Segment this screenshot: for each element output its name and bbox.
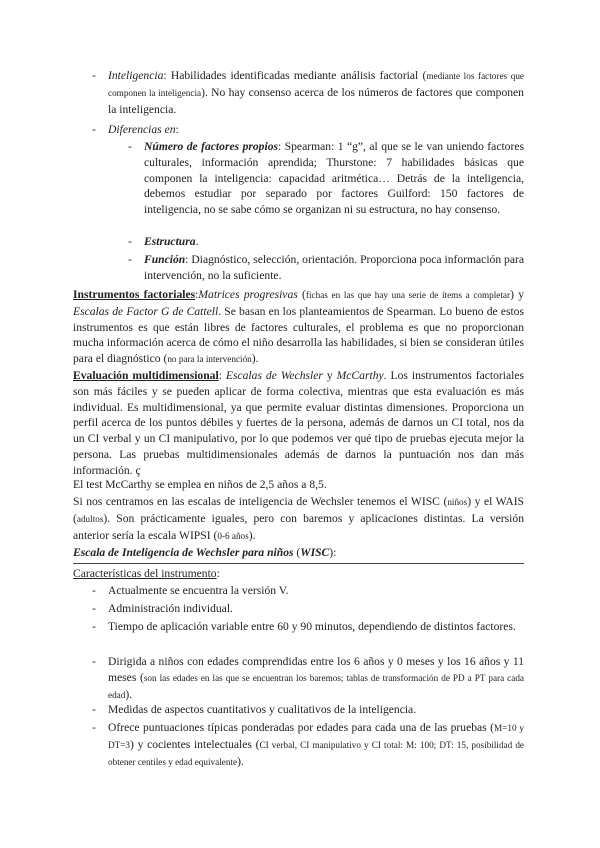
list-item: - Medidas de aspectos cuantitativos y cualitativos de la inteligencia. xyxy=(92,703,417,716)
horizontal-rule xyxy=(73,563,524,564)
paragraph-evaluacion-multidimensional: Evaluación multidimensional: Escalas de Wechsler y McCarthy. Los instrumentos factoriales son más fáciles y se pueden aplicar de forma colectiva, mientras que esta evaluación es más individual. Es multidimensional, ya que permite evaluar distintas dimensiones. Proporciona un perfil acerca de los puntos débiles y fuertes de la persona, además de darnos un CI total, nos da un CI verbal y un CI manipulativo, por lo que podemos ver qué tipo de pruebas ejecuta mejor la persona. Las pruebas multidimensionales además de darnos la puntuación nos dan más información. ç xyxy=(73,369,524,477)
bullet-dash: - xyxy=(128,140,132,153)
heading-evaluacion-multidimensional: Evaluación multidimensional xyxy=(73,369,219,382)
subbullet-funcion: - Función: Diagnóstico, selección, orientación. Proporciona poca información para intervención, no la suficiente. xyxy=(128,253,524,282)
term-numero-factores: Número de factores propios xyxy=(144,140,279,153)
bullet-dash: - xyxy=(92,703,96,716)
section-title-wisc: Escala de Inteligencia de Wechsler para niños (WISC): xyxy=(73,546,337,559)
list-item: - Administración individual. xyxy=(92,602,233,615)
paragraph-instrumentos-factoriales: Instrumentos factoriales:Matrices progresivas (fichas en las que hay una serie de ítems a completar) y Escalas de Factor G de Cattell. Se basan en los planteamientos de Spearman. Lo bueno de estos instrumentos es que están libres de factores culturales, el problema es que no proporcionan mucha información acerca de cómo el niño desarrolla las habilidades, si bien se consideran útiles para el diagnóstico (no para la intervención). xyxy=(73,288,525,366)
list-item: - Dirigida a niños con edades comprendidas entre los 6 años y 0 meses y los 16 años y 11 meses (son las edades en las que se encuentran los baremos; tablas de transformación de PD a PT para cada edad). xyxy=(92,655,524,701)
bullet-dash: - xyxy=(128,253,132,266)
heading-caracteristicas: Características del instrumento: xyxy=(73,567,220,580)
subbullet-estructura: - Estructura. xyxy=(128,235,199,248)
paragraph-wechsler: Si nos centramos en las escalas de inteligencia de Wechsler tenemos el WISC (niños) y el WAIS (adultos). Son prácticamente iguales, pero con baremos y aplicaciones distintas. La versión anterior sería la escala WIPSI (0-6 años). xyxy=(73,495,525,542)
bullet-diferencias: - Diferencias en: xyxy=(92,123,179,136)
list-item: - Actualmente se encuentra la versión V. xyxy=(92,584,289,597)
term-funcion: Función xyxy=(144,253,186,266)
bullet-dash: - xyxy=(92,620,96,633)
term-inteligencia: Inteligencia xyxy=(108,69,164,82)
subbullet-numero-factores: - Número de factores propios: Spearman: 1 “g”, al que se le van uniendo factores culturales, información aprendida; Thurstone: 7 habilidades básicas que componen la inteligencia: capacidad aritmética… Detrás de la inteligencia, debemos estudiar por separado por factores Guilford: 150 factores de inteligencia, no se sabe cómo se organizan ni su estructura, no hay consenso. xyxy=(128,140,525,217)
bullet-dash: - xyxy=(92,655,96,668)
bullet-dash: - xyxy=(92,123,96,136)
paragraph-mccarthy: El test McCarthy se emplea en niños de 2,5 años a 8,5. xyxy=(73,478,327,491)
bullet-dash: - xyxy=(92,721,96,734)
heading-instrumentos-factoriales: Instrumentos factoriales xyxy=(73,288,196,301)
list-item: - Tiempo de aplicación variable entre 60 y 90 minutos, dependiendo de distintos factores. xyxy=(92,620,516,633)
bullet-dash: - xyxy=(128,235,132,248)
term-diferencias: Diferencias en xyxy=(108,123,176,136)
bullet-dash: - xyxy=(92,69,96,82)
bullet-dash: - xyxy=(92,602,96,615)
bullet-dash: - xyxy=(92,584,96,597)
bullet-inteligencia: - Inteligencia: Habilidades identificadas mediante análisis factorial (mediante los factores que componen la inteligencia). No hay consenso acerca de los números de factores que componen la inteligencia. xyxy=(92,69,525,116)
term-estructura: Estructura xyxy=(144,235,196,248)
list-item: - Ofrece puntuaciones típicas ponderadas por edades para cada una de las pruebas (M=10 y DT=3) y cocientes intelectuales (CI verbal, CI manipulativo y CI total: M: 100; DT: 15, posibilidad de obtener centiles y edad equivalente). xyxy=(92,721,524,768)
